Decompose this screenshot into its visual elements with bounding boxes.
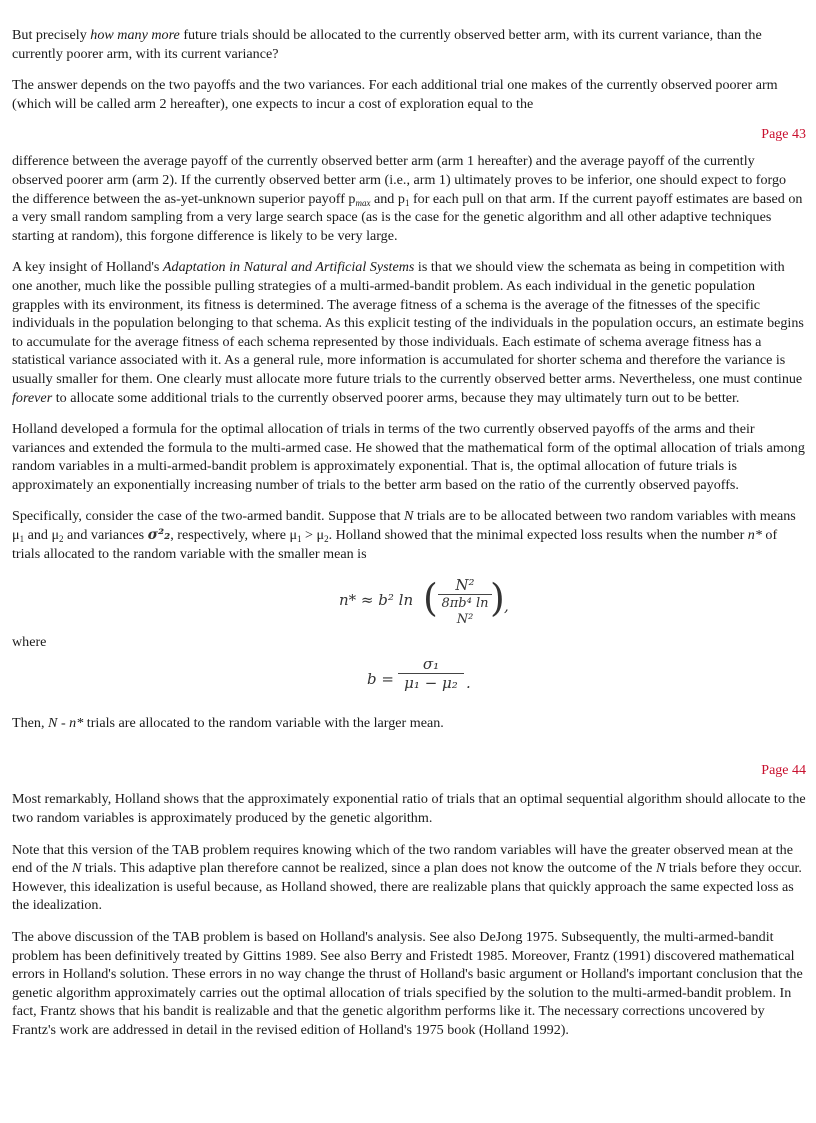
- p6-text-h: of trials allocated to the random variable with the smaller mean is: [12, 527, 778, 562]
- var-n-star: n*: [747, 527, 762, 544]
- eq1-right-paren: ): [490, 576, 505, 621]
- p6-text-c: and μ: [24, 527, 60, 544]
- p7-text-c: trials are allocated to the random variable with the larger mean.: [83, 714, 444, 731]
- p6-text-f: > μ: [301, 527, 325, 544]
- paragraph-7: [12, 714, 806, 733]
- p-max-subscript: max: [355, 197, 371, 208]
- p6-text-g: . Holland showed that the minimal expected loss results when the number: [328, 527, 748, 544]
- eq2-lhs: b =: [367, 669, 394, 688]
- p4-text-a: A key insight of Holland's: [12, 259, 163, 276]
- eq1-fraction-bar: [438, 594, 492, 595]
- p3-text-a: difference between the average payoff of the currently observed better arm (arm 1 hereafter) and the average payoff of the currently observed poorer arm (arm 2). If the currently observed better arm (i.e., arm 1) ultimately proves to be inferior, one should expect to forgo the difference between the as-yet-unknown superior payoff p: [12, 153, 787, 207]
- p9-text-c: trials before they occur. However, this idealization is useful because, as Holland showed, there are realizable plans that quickly approach the same expected loss as the idealization.: [12, 860, 802, 914]
- paragraph-8: Most remarkably, Holland shows that the approximately exponential ratio of trials that an optimal sequential algorithm should allocate to the two random variables is approximately produced by the genetic algorithm.: [12, 791, 806, 827]
- emphasis-forever: forever: [12, 389, 53, 406]
- eq1-denominator: 8πb⁴ ln N²: [441, 596, 489, 628]
- p9-text-a: Note that this version of the TAB problem requires knowing which of the two random variables will have the greater observed mean at the end of the: [12, 841, 793, 877]
- p4-text-b: is that we should view the schemata as being in competition with one another, much like the possible pulling strategies of a multi-armed-bandit problem. As each individual in the genetic population grapples with its environment, its fitness is determined. The average fitness of a schema is the average of the fitnesses of the specific individuals in the population belonging to that schema. As this explicit testing of the individuals in the population occurs, an estimate begins to accumulate for the average fitness of each schema represented by those individuals. Each estimate of schema average fitness has a statistical variance associated with it. As a general rule, more information is accumulated for shorter schema and therefore the variance is usually smaller for them. One clearly must allocate more future trials to the currently observed better arms. Nevertheless, one must continue: [12, 259, 804, 387]
- p4-text-c: to allocate some additional trials to the currently observed poorer arms, because they may ultimately turn out to be better.: [52, 389, 740, 406]
- equation-b: [12, 652, 806, 708]
- page-number-43: Page 43: [761, 127, 806, 143]
- paragraph-3: [12, 152, 806, 245]
- paragraph-5: Holland developed a formula for the optimal allocation of trials in terms of the two currently observed payoffs of the arms and their variances and extended the formula to the multi-armed case. He showed that the mathematical form of the optimal allocation of trials among random variables in a multi-armed-bandit problem is approximately exponential. That is, the optimal allocation of future trials is approximately an exponentially increasing number of trials to the better arm based on the ratio of the currently observed payoffs.: [12, 421, 805, 493]
- eq1-numerator: N²: [455, 576, 475, 595]
- sigma-squared-2: σ²₂: [147, 527, 171, 544]
- p6-text-e: , respectively, where μ: [170, 527, 298, 544]
- mu2-subscript: 2: [59, 534, 64, 545]
- document-body: [12, 26, 806, 1053]
- eq1-left-paren: (: [423, 576, 438, 621]
- mu1-subscript: 1: [19, 534, 25, 545]
- eq2-fraction: [398, 656, 464, 691]
- p3-text-c: for each pull on that arm. If the current payoff estimates are based on a very small random sampling from a very large search space (as is the case for the genetic algorithm and all other adaptive techniques starting at random), this forgone difference is likely to be very large.: [12, 190, 803, 244]
- var-N-c: N: [71, 860, 82, 877]
- eq2-denominator: μ₁ − μ₂: [404, 673, 458, 692]
- var-N-d: N: [655, 860, 666, 877]
- p1-text: future trials should be allocated to the currently observed better arm, with its current variance, than the currently poorer arm, with its current variance?: [12, 27, 762, 62]
- p7-text-a: Then,: [12, 714, 49, 731]
- paragraph-4: [12, 258, 806, 407]
- paragraph-2: The answer depends on the two payoffs and the two variances. For each additional trial one makes of the currently observed poorer arm (which will be called arm 2 hereafter), one expects to incur a cost of exploration equal to the: [12, 77, 778, 112]
- var-n-star-b: n*: [69, 714, 84, 731]
- paragraph-1: But precisely how many more future trials should be allocated to the currently observed better arm, with its current variance, than the currently poorer arm, with its current variance?: [12, 27, 762, 62]
- var-N-b: N: [48, 714, 58, 731]
- eq2-tail: .: [466, 673, 471, 692]
- p6-text-b: trials are to be allocated between two random variables with means μ: [12, 508, 796, 544]
- where-label: where: [12, 634, 47, 651]
- mu2-subscript-b: 2: [324, 534, 329, 545]
- mu1-subscript-b: 1: [297, 534, 302, 545]
- paragraph-10: The above discussion of the TAB problem is based on Holland's analysis. See also DeJong 1975. Subsequently, the multi-armed-bandit problem has been definitively treated by Gittins 1989. See also Berry and Fristedt 1985. Moreover, Frantz (1991) discovered mathematical errors in Holland's solution. These errors in no way change the thrust of Holland's basic argument or Holland's important conclusion that the genetic algorithm approximately carries out the optimal allocation of trials specified by the solution to the multi-armed-bandit problem. In fact, Frantz shows that his bandit is realizable and that the genetic algorithm performs like it. The necessary corrections uncovered by Frantz's work are addressed in detail in the revised edition of Holland's 1975 book (Holland 1992).: [12, 929, 803, 1038]
- paragraph-9: [12, 841, 806, 915]
- p9-text-b: trials. This adaptive plan therefore cannot be realized, since a plan does not know the outcome of the: [81, 860, 656, 877]
- p6-text-d: and variances: [63, 527, 148, 544]
- p7-text-b: -: [57, 714, 70, 731]
- p6-text-a: Specifically, consider the case of the two-armed bandit. Suppose that: [12, 508, 405, 525]
- paragraph-6: [12, 507, 806, 563]
- p1-subscript: 1: [404, 197, 410, 208]
- eq1-tail: ,: [504, 597, 509, 616]
- book-title: Adaptation in Natural and Artificial Systems: [162, 259, 415, 276]
- eq2-numerator: σ₁: [422, 654, 440, 673]
- var-N: N: [404, 508, 414, 525]
- page-number-44: Page 44: [761, 763, 806, 779]
- p3-text-b: and p: [370, 190, 405, 207]
- equation-n-star: [12, 571, 806, 627]
- eq1-fraction: [438, 577, 492, 628]
- emphasis-how-many-more: how many more: [90, 27, 180, 43]
- eq1-lhs: n* ≈ b² ln: [339, 591, 414, 610]
